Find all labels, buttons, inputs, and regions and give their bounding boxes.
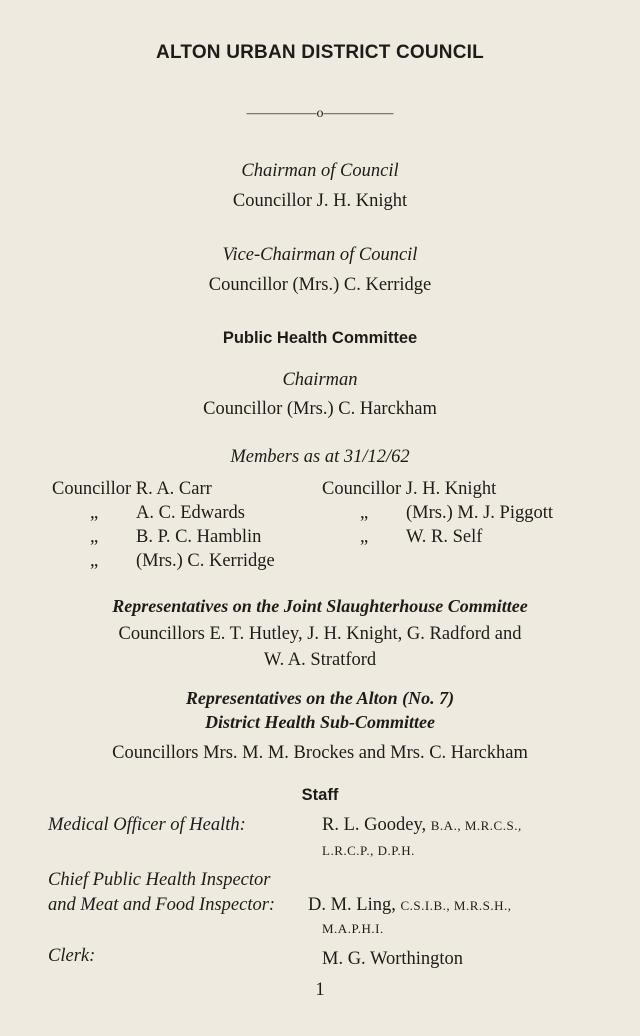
cphi-name-line [308,895,512,916]
ditto-mark: „ [360,527,369,547]
moh-qualifications: B.A., M.R.C.S., [430,818,522,833]
member-name: (Mrs.) M. J. Piggott [406,503,553,523]
moh-name-line [322,815,522,836]
page-number: 1 [315,980,325,1000]
clerk-label: Clerk: [48,946,96,966]
ditto-mark: „ [90,527,99,547]
committee-chairman-name: Councillor (Mrs.) C. Harckham [203,399,437,419]
cphi-name: D. M. Ling, [308,895,396,915]
vice-chairman-heading: Vice-Chairman of Council [222,245,418,265]
member-carr: Councillor R. A. Carr [52,479,212,499]
member-name: B. P. C. Hamblin [136,527,262,547]
vice-chairman-name: Councillor (Mrs.) C. Kerridge [208,275,432,295]
chairman-council-heading: Chairman of Council [241,161,399,181]
health-sub-heading2: District Health Sub-Committee [204,712,435,732]
clerk-name: M. G. Worthington [322,949,464,969]
moh-label: Medical Officer of Health: [48,815,246,835]
member-self [360,527,482,548]
member-hamblin [90,527,261,548]
member-knight: Councillor J. H. Knight [322,479,497,499]
divider-rule: —————o————— [246,106,394,121]
member-edwards [90,503,245,524]
committee-chairman-heading: Chairman [282,370,358,390]
slaughterhouse-line1: Councillors E. T. Hutley, J. H. Knight, G. Radford and [118,624,522,644]
moh-name: R. L. Goodey, [322,815,427,835]
cphi-qualifications: C.S.I.B., M.R.S.H., [400,898,512,913]
slaughterhouse-heading: Representatives on the Joint Slaughterhouse Committee [112,596,528,616]
staff-heading: Staff [301,786,339,804]
health-sub-heading1: Representatives on the Alton (No. 7) [185,688,455,708]
members-heading: Members as at 31/12/62 [230,447,410,467]
cphi-qualifications-cont: M.A.P.H.I. [322,921,384,936]
health-sub-names: Councillors Mrs. M. M. Brockes and Mrs. C. Harckham [112,743,528,763]
cphi-label-line2: and Meat and Food Inspector: [48,895,276,915]
council-title: ALTON URBAN DISTRICT COUNCIL [156,42,484,63]
member-name: (Mrs.) C. Kerridge [136,551,275,571]
ditto-mark: „ [90,503,99,523]
committee-title: Public Health Committee [222,329,418,347]
member-piggott [360,503,553,524]
slaughterhouse-line2: W. A. Stratford [263,650,377,670]
ditto-mark: „ [90,551,99,571]
cphi-label-line1: Chief Public Health Inspector [48,870,271,890]
moh-qualifications-cont: L.R.C.P., D.P.H. [322,843,415,858]
member-kerridge [90,551,275,572]
member-name: W. R. Self [406,527,483,547]
member-name: A. C. Edwards [136,503,245,523]
ditto-mark: „ [360,503,369,523]
chairman-council-name: Councillor J. H. Knight [232,191,408,211]
